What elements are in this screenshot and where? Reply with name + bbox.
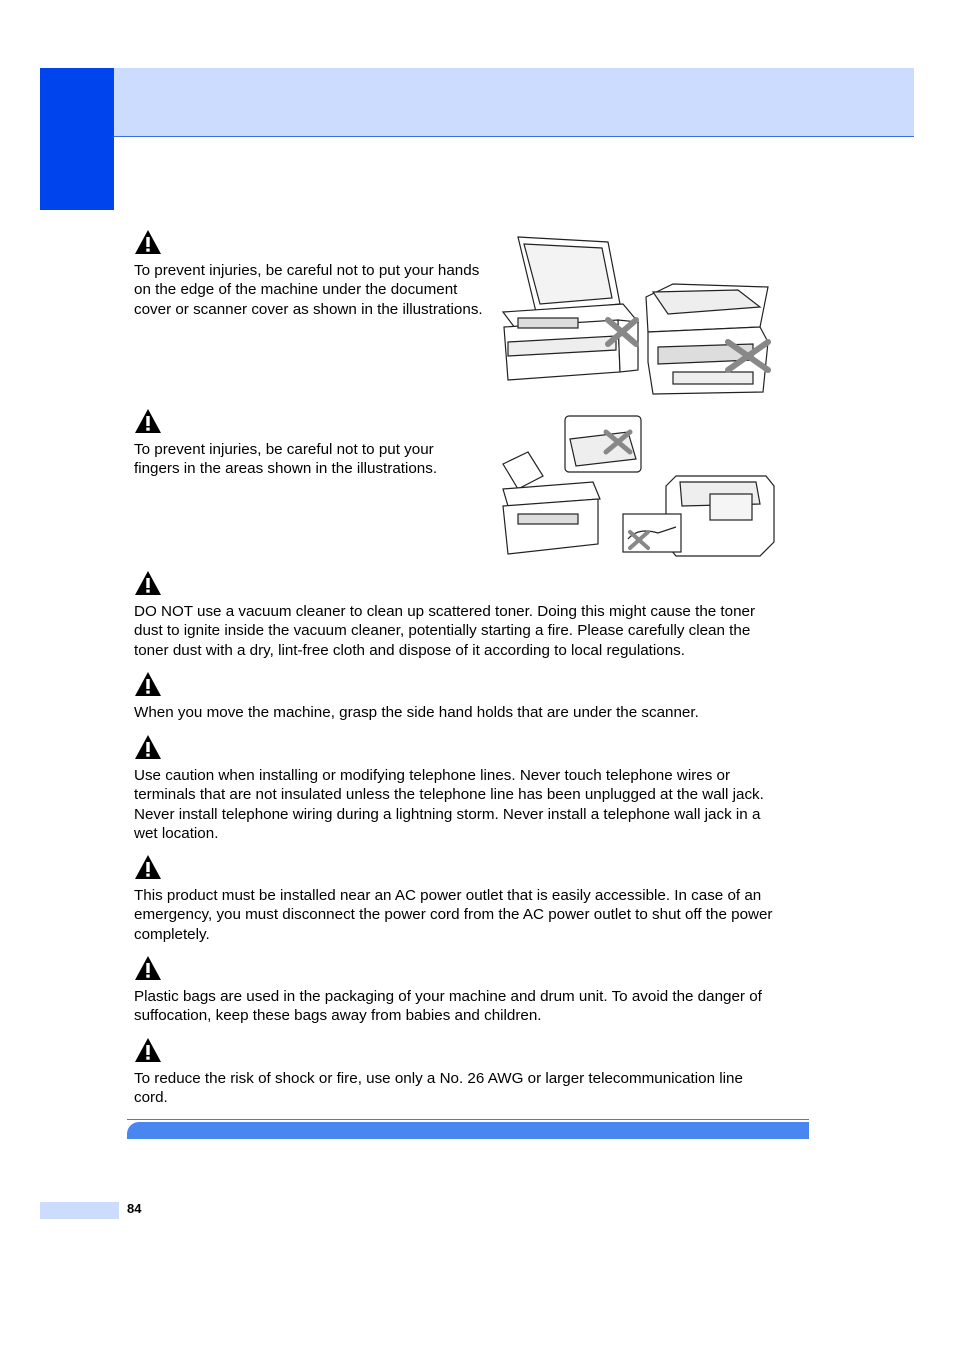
warning-text-6: This product must be installed near an AC power outlet that is easily accessible. In case of an emergency, you must disconnect the power cord from the AC power outlet to shut off the power completely. [134,887,773,943]
warning-icon [134,671,162,697]
chapter-side-block [40,68,114,210]
finger-hazard-illustration [498,414,776,560]
warning-icon [134,955,162,981]
warning-text-7: Plastic bags are used in the packaging of your machine and drum unit. To avoid the danger of suffocation, keep these bags away from babies and children. [134,988,762,1025]
warning-icon [134,408,162,434]
section-end-bar [127,1122,809,1139]
warning-icon [134,734,162,760]
warning-icon [134,570,162,596]
warning-text-3: DO NOT use a vacuum cleaner to clean up scattered toner. Doing this might cause the toner dust to ignite inside the vacuum cleaner, potentially starting a fire. Please carefully clean the toner dust with a dry, lint-free cloth and dispose of it according to local regulations. [134,603,756,659]
page-number: 84 [127,1201,142,1216]
section-divider-line [127,1119,809,1120]
warning-icon [134,854,162,880]
warning-text-5: Use caution when installing or modifying telephone lines. Never touch telephone wires or terminals that are not insulated unless the telephone line has been unplugged at the wall jack. Never install telephone wiring during a lightning storm. Never install a telephone wall jack in a wet location. [134,767,764,842]
warning-text-1: To prevent injuries, be careful not to put your hands on the edge of the machine under the document cover or scanner cover as shown in the illustrations. [134,262,483,318]
warning-icon [134,1037,162,1063]
scanner-cover-illustration [498,232,774,397]
header-band [113,68,914,137]
warning-text-8: To reduce the risk of shock or fire, use only a No. 26 AWG or larger telecommunication line cord. [134,1070,743,1107]
warning-text-2: To prevent injuries, be careful not to put your fingers in the areas shown in the illustrations. [134,441,438,478]
page-number-tab [40,1202,119,1219]
warning-icon [134,229,162,255]
warning-text-4: When you move the machine, grasp the side hand holds that are under the scanner. [134,704,699,721]
